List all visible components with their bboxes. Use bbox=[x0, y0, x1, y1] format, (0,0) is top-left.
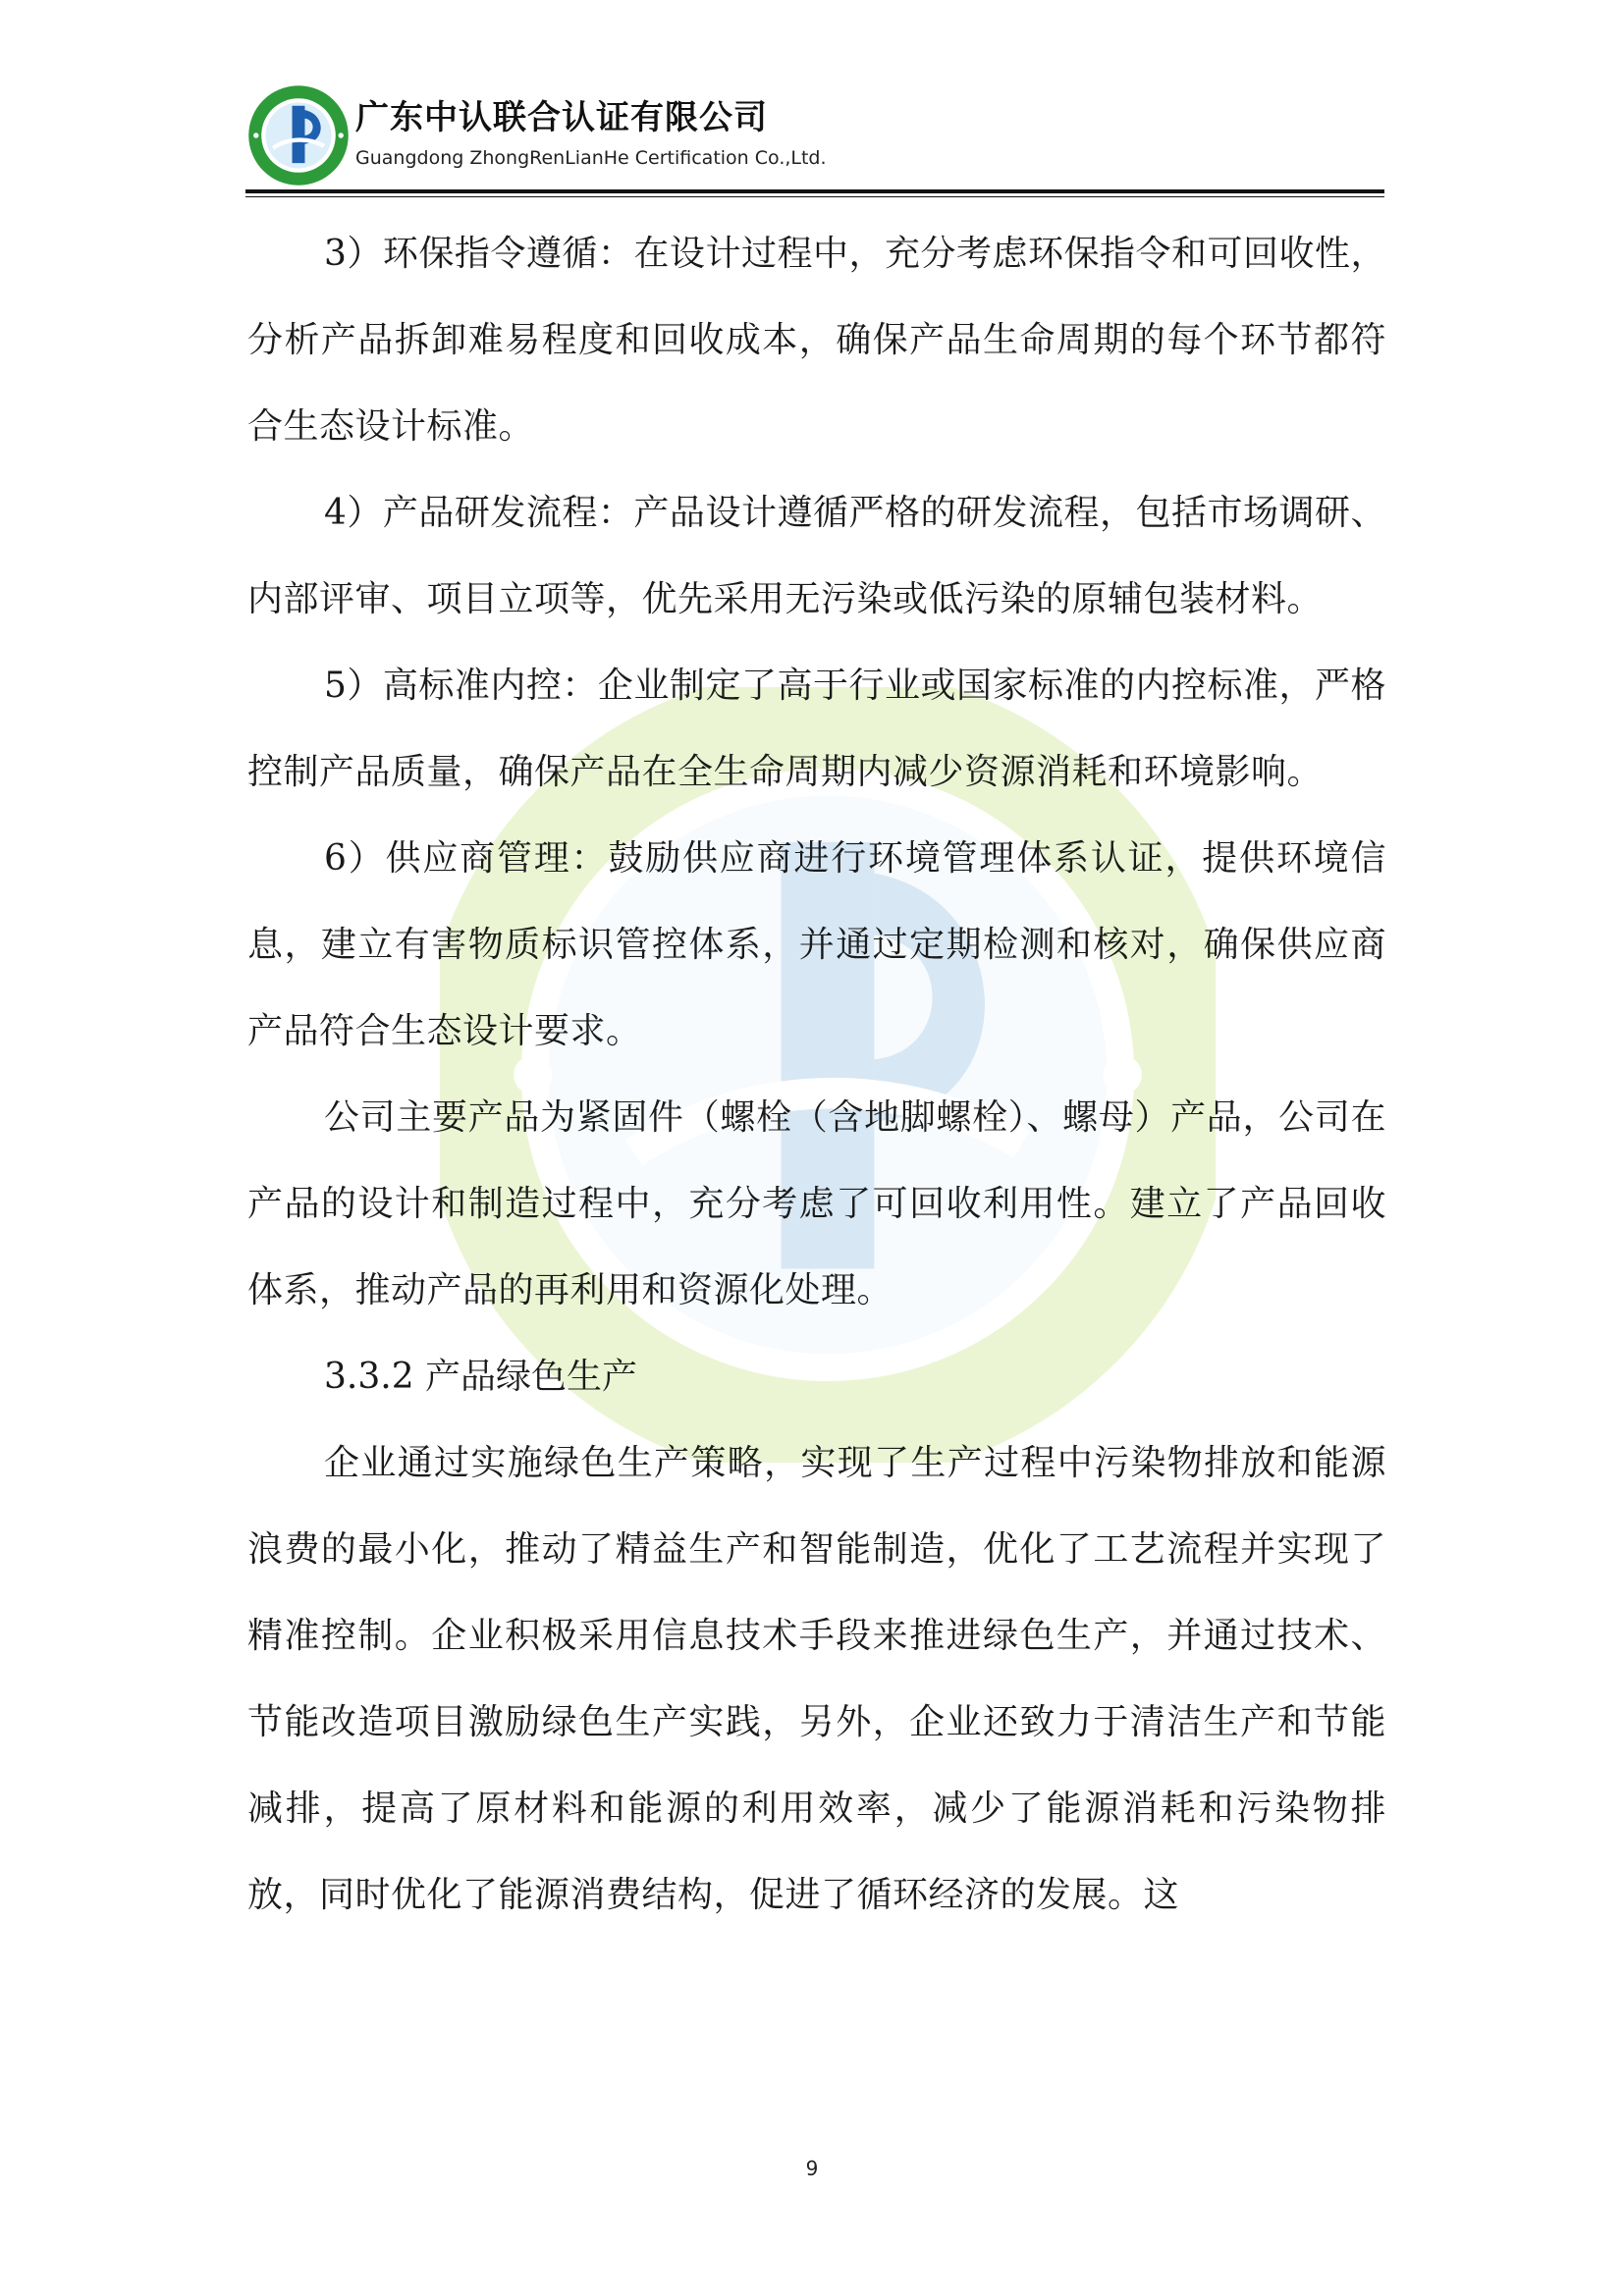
main-content bbox=[247, 211, 1386, 1939]
company-name-cn: 广东中认联合认证有限公司 bbox=[355, 98, 768, 137]
company-name-en: Guangdong ZhongRenLianHe Certification Co.,Ltd. bbox=[355, 147, 827, 169]
paragraph-environmental-directive: 3）环保指令遵循：在设计过程中，充分考虑环保指令和可回收性，分析产品拆卸难易程度和回收成本，确保产品生命周期的每个环节都符合生态设计标准。 bbox=[247, 234, 1386, 447]
section-heading: 3.3.2 产品绿色生产 bbox=[324, 1357, 638, 1397]
header-divider-thin bbox=[245, 196, 1384, 197]
paragraph-rd-process: 4）产品研发流程：产品设计遵循严格的研发流程，包括市场调研、内部评审、项目立项等，优先采用无污染或低污染的原辅包装材料。 bbox=[247, 493, 1386, 619]
page-header bbox=[245, 77, 1384, 194]
header-divider-thick bbox=[245, 189, 1384, 193]
paragraph-green-production: 企业通过实施绿色生产策略，实现了生产过程中污染物排放和能源浪费的最小化，推动了精益生产和智能制造，优化了工艺流程并实现了精准控制。企业积极采用信息技术手段来推进绿色生产，并通过技术、节能改造项目激励绿色生产实践，另外，企业还致力于清洁生产和节能减排，提高了原材料和能源的利用效率，减少了能源消耗和污染物排放，同时优化了能源消费结构，促进了循环经济的发展。这 bbox=[247, 1443, 1386, 1915]
paragraph-main-products: 公司主要产品为紧固件（螺栓（含地脚螺栓）、螺母）产品，公司在产品的设计和制造过程中，充分考虑了可回收利用性。建立了产品回收体系，推动产品的再利用和资源化处理。 bbox=[247, 1097, 1386, 1310]
paragraph-internal-control: 5）高标准内控：企业制定了高于行业或国家标准的内控标准，严格控制产品质量，确保产品在全生命周期内减少资源消耗和环境影响。 bbox=[247, 666, 1386, 792]
paragraph-supplier-management: 6）供应商管理：鼓励供应商进行环境管理体系认证，提供环境信息，建立有害物质标识管控体系，并通过定期检测和核对，确保供应商产品符合生态设计要求。 bbox=[247, 838, 1386, 1051]
certification-seal-icon bbox=[245, 82, 352, 188]
page-number: 9 bbox=[805, 2157, 819, 2180]
